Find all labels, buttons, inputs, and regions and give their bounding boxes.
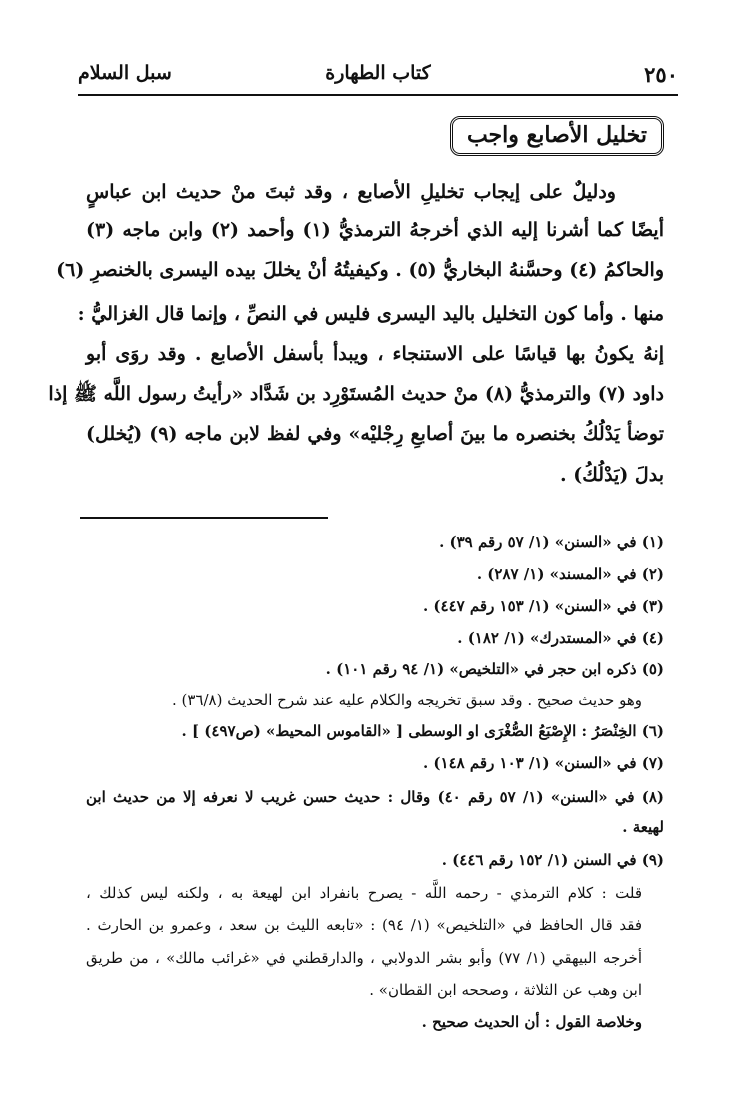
footnote-5: (٥) ذكره ابن حجر في «التلخيص» (١/ ٩٤ رقم ١٠١) . — [325, 660, 664, 678]
footnote-9-comment-3: أخرجه البيهقي (١/ ٧٧) وأبو بشر الدولابي ، والدارقطني في «غرائب مالك» ، من طريق — [86, 949, 642, 967]
footnote-1: (١) في «السنن» (١/ ٥٧ رقم ٣٩) . — [439, 533, 664, 551]
body-line-2: أيضًا كما أشرنا إليه الذي أخرجهُ الترمذيُّ (١) وأحمد (٢) وابن ماجه (٣) — [86, 219, 664, 241]
footnote-conclusion: وخلاصة القول : أن الحديث صحيح . — [421, 1013, 642, 1031]
footnote-4: (٤) في «المستدرك» (١/ ١٨٢) . — [457, 629, 664, 647]
footnote-9-comment-1: قلت : كلام الترمذي - رحمه اللَّه - يصرح بانفراد ابن لهيعة به ، ولكنه ليس كذلك ، — [86, 884, 642, 902]
body-line-1: ودليلٌ على إيجاب تخليلِ الأصابع ، وقد ثبتَ منْ حديث ابن عباسٍ — [86, 181, 616, 203]
page-number: ٢٥٠ — [644, 62, 678, 87]
footnote-9-comment-4: ابن وهب عن الثلاثة ، وصححه ابن القطان» . — [369, 981, 642, 999]
body-line-3: والحاكمُ (٤) وحسَّنهُ البخاريُّ (٥) . وكيفيتُهُ أنْ يخللَ بيده اليسرى بالخنصرِ (٦) — [56, 259, 664, 281]
footnote-2: (٢) في «المسند» (١/ ٢٨٧) . — [476, 565, 664, 583]
footnote-9: (٩) في السنن (١/ ١٥٢ رقم ٤٤٦) . — [441, 851, 664, 869]
footnote-8: (٨) في «السنن» (١/ ٥٧ رقم ٤٠) وقال : حديث حسن غريب لا نعرفه إلا من حديث ابن — [86, 788, 665, 806]
footnote-7: (٧) في «السنن» (١/ ١٠٣ رقم ١٤٨) . — [422, 754, 664, 772]
running-header — [78, 62, 678, 92]
chapter-title: كتاب الطهارة — [325, 62, 431, 84]
body-line-4: منها . وأما كون التخليل باليد اليسرى فليس في النصِّ ، وإنما قال الغزاليُّ : — [77, 303, 664, 325]
footnote-6: (٦) الخِنْصَرُ : الإِصْبَعُ الصُّغْرَى او الوسطى [ «القاموس المحيط» (ص٤٩٧) ] . — [181, 722, 664, 740]
book-title: سبل السلام — [78, 62, 172, 84]
footnote-3: (٣) في «السنن» (١/ ١٥٣ رقم ٤٤٧) . — [422, 597, 664, 615]
footnote-5-note: وهو حديث صحيح . وقد سبق تخريجه والكلام عليه عند شرح الحديث (٣٦/٨) . — [171, 691, 642, 709]
footnote-8-cont: لهيعة . — [622, 818, 664, 836]
section-title: تخليل الأصابع واجب — [450, 116, 664, 156]
footnote-separator — [80, 517, 328, 519]
body-line-7: توضأ يَدْلُكُ بخنصره ما بينَ أصابعِ رِجْليْه» وفي لفظ لابن ماجه (٩) (يُخلل) — [86, 423, 664, 445]
footnote-9-comment-2: فقد قال الحافظ في «التلخيص» (١/ ٩٤) : «تابعه الليث بن سعد ، وعمرو بن الحارث . — [86, 916, 642, 934]
body-line-6: داود (٧) والترمذيُّ (٨) منْ حديث المُستَوْرِد بن شَدَّاد «رأيتُ رسول اللَّه ﷺ إذا — [48, 383, 664, 405]
header-rule — [78, 94, 678, 96]
body-line-8: بدلَ (يَدْلُكُ) . — [560, 464, 664, 486]
body-line-5: إنهُ يكونُ بها قياسًا على الاستنجاء ، ويبدأ بأسفل الأصابع . وقد روَى أبو — [86, 343, 664, 365]
